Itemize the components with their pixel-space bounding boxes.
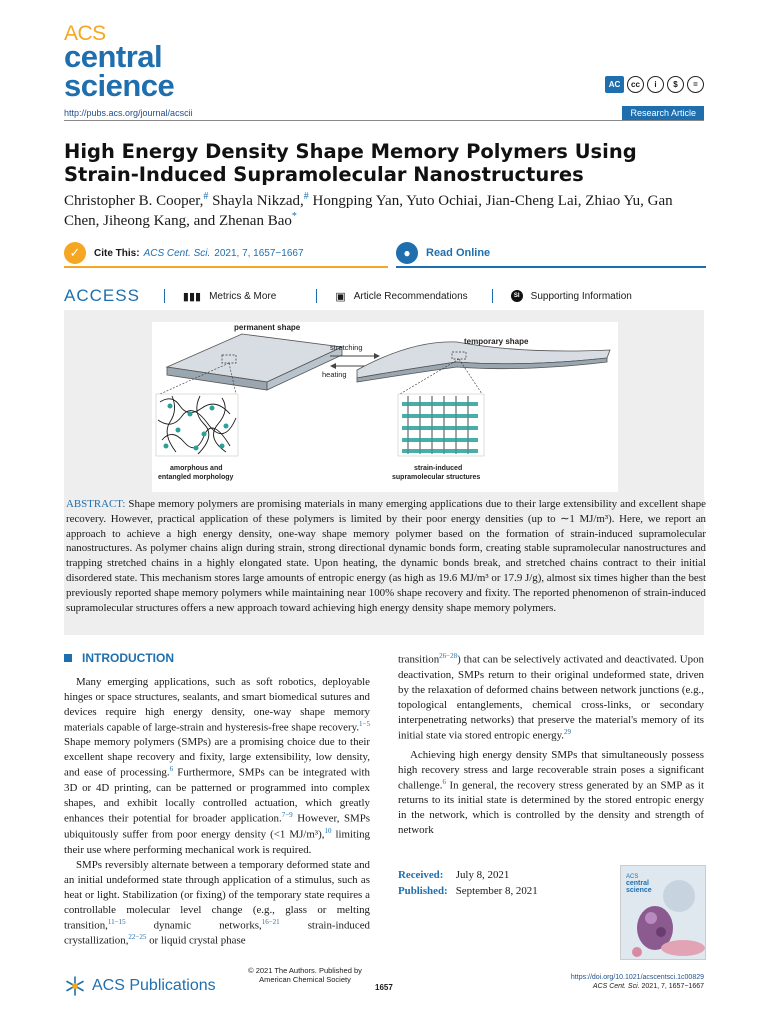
header-rule — [64, 120, 704, 121]
left-column — [64, 650, 370, 949]
text: strain-induced crystallization, — [64, 919, 370, 948]
publisher-name: ACS Publications — [92, 977, 216, 994]
license-icons — [605, 76, 704, 93]
citation[interactable]: 1−5 — [359, 719, 370, 728]
author-list — [64, 191, 708, 231]
section-marker — [64, 654, 72, 662]
text: In general, the recovery stress generated by an SMP as it returns to its initial state is determined by the stored entropic energy in the network, which is controlled by the density and strength of network — [398, 779, 704, 837]
document-icon: ▣ — [335, 290, 346, 303]
nc-icon: $ — [667, 76, 684, 93]
divider — [492, 289, 493, 303]
text: However, SMPs ubiquitously suffer from poor energy density (<1 MJ/m³), — [64, 812, 370, 841]
footer-journal: ACS Cent. Sci. — [592, 983, 640, 991]
right-caption-line1: strain-induced — [414, 465, 463, 472]
equal-contribution-mark[interactable]: # — [203, 191, 209, 202]
publication-dates — [398, 868, 538, 900]
paragraph — [398, 652, 704, 744]
acs-publications-logo[interactable] — [64, 975, 216, 997]
read-online-button[interactable] — [396, 240, 706, 268]
si-icon: SI — [511, 290, 523, 302]
journal-logo — [64, 22, 175, 103]
citation[interactable]: 29 — [564, 727, 572, 736]
cite-this-bar[interactable] — [64, 240, 388, 268]
label-heating: heating — [322, 370, 347, 379]
cc-icon: cc — [627, 76, 644, 93]
published-label: Published: — [398, 884, 448, 897]
paragraph — [398, 748, 704, 839]
citation[interactable]: 6 — [442, 777, 446, 786]
author-2: Shayla Nikzad, — [208, 193, 304, 209]
text: limiting their use where performing mechanical work is required. — [64, 828, 370, 856]
received-row — [398, 868, 538, 884]
footer-reference — [571, 982, 704, 991]
citation[interactable]: 11−15 — [107, 917, 126, 926]
text: Many emerging applications, such as soft robotics, deployable hinges or space structures, sealants, and smart biomedical sutures and devices require high energy density, one-way shape memory materials capable of large-strain and hysteresis-free shape recovery. — [64, 675, 370, 734]
divider — [316, 289, 317, 303]
cite-reference[interactable]: 2021, 7, 1657−1667 — [214, 247, 304, 259]
metrics-link[interactable] — [183, 290, 276, 303]
label-temporary: temporary shape — [464, 337, 529, 346]
citation[interactable]: 6 — [169, 765, 174, 774]
left-caption-line1: amorphous and — [170, 465, 223, 472]
divider — [164, 289, 165, 303]
cover-line3: science — [626, 887, 652, 894]
label-permanent: permanent shape — [234, 323, 301, 332]
footer-citation — [571, 973, 704, 991]
bar-chart-icon: ▮▮▮ — [182, 290, 202, 303]
published-date: September 8, 2021 — [455, 884, 538, 897]
by-icon: i — [647, 76, 664, 93]
received-date: July 8, 2021 — [455, 869, 510, 881]
supporting-label: Supporting Information — [530, 290, 632, 302]
recommendations-label: Article Recommendations — [353, 290, 468, 302]
paragraph — [64, 675, 370, 858]
text: ) that can be selectively activated and deactivated. Upon deactivation, SMPs return to their original undeformed state, driven by the relaxation of deformed chains between network junctions (e.g., topological entanglements, chemical cross-links, or secondary interpenetrating networks) that preserve the material's memory of its initial state via stored entropic energy. — [398, 653, 704, 742]
recommendations-link[interactable] — [335, 290, 467, 303]
right-caption-line2: supramolecular structures — [392, 474, 481, 481]
citation[interactable]: 16−21 — [261, 917, 280, 926]
article-type-badge: Research Article — [622, 106, 704, 120]
copyright — [235, 967, 375, 984]
paragraph — [64, 858, 370, 950]
copyright-line2: American Chemical Society — [259, 974, 351, 984]
section-title: INTRODUCTION — [82, 651, 174, 665]
cite-label: Cite This: — [94, 247, 140, 259]
text: Shape memory polymers (SMPs) are a promising choice due to their excellent shape recovery and fixity, large extensibility, low density, and ease of processing. — [64, 736, 370, 780]
globe-icon: ● — [396, 242, 418, 264]
access-label: ACCESS — [64, 286, 140, 305]
metrics-label: Metrics & More — [209, 290, 277, 302]
citation[interactable]: 7−9 — [281, 811, 293, 820]
text: or liquid crystal phase — [146, 935, 246, 948]
supporting-info-link[interactable] — [511, 290, 632, 302]
logo-line-central: central — [64, 39, 163, 75]
author-1: Christopher B. Cooper, — [64, 193, 204, 209]
article-title: High Energy Density Shape Memory Polymers Using Strain-Induced Supramolecular Nanostructures — [64, 140, 637, 187]
cite-journal[interactable]: ACS Cent. Sci. — [143, 247, 211, 259]
abstract — [64, 497, 708, 616]
text: transition — [398, 653, 440, 666]
text: dynamic networks, — [125, 919, 262, 932]
check-icon: ✓ — [64, 242, 86, 264]
cover-line2: central — [626, 880, 649, 887]
citation[interactable]: 26−28 — [439, 652, 458, 660]
toc-graphic — [152, 322, 618, 492]
received-label: Received: — [398, 869, 444, 881]
page-number: 1657 — [375, 983, 393, 992]
cover-art — [621, 866, 706, 960]
right-column — [398, 652, 704, 838]
access-bar — [64, 284, 704, 308]
cover-line1: ACS — [626, 874, 639, 880]
read-online-label: Read Online — [426, 247, 491, 259]
doi-link[interactable]: https://doi.org/10.1021/acscentsci.1c00829 — [570, 974, 704, 981]
citation[interactable]: 22−25 — [128, 933, 147, 942]
abstract-text: Shape memory polymers are promising materials in many emerging applications due to their large extensibility and excellent shape recovery. However, practical application of these polymers is limited by their poor energy densities (up to ∼1 MJ/m³). Here, we report an approach to achieve a high energy density, one-way shape memory polymer based on the formation of strain-induced supramolecular nanostructures. As polymer chains align during strain, strong directional dynamic bonds form, creating stable supramolecular nanostructures and trapping stretched chains in a highly elongated state. Upon heating, the dynamic bonds break, and stretched chains contract to their initial disordered state. This mechanism stores large amounts of entropic energy (as high as 19.6 MJ/m³ or 17.9 J/g), almost six times higher than the best previously reported shape memory polymers while maintaining near 100% shape recovery and fixity. The reported phenomenon of strain-induced supramolecular structures offers a new approach toward achieving high energy density shape memory polymers. — [66, 498, 706, 614]
footer-volume: 2021, 7, 1657−1667 — [639, 983, 704, 991]
text: SMPs reversibly alternate between a temporary deformed state and an initial undeformed state through application of a stimulus, such as heat or light. Stabilization (or fixing) of the temporary state requires a controllable molecular level change (e.g., glass or melting transition, — [64, 858, 370, 932]
acs-snowflake-icon — [64, 975, 86, 997]
published-row — [398, 884, 538, 900]
toc-graphic-svg — [152, 322, 618, 492]
left-caption-line2: entangled morphology — [158, 474, 234, 481]
text: Achieving high energy density SMPs that simultaneously possess high recovery stress and large recoverable strain poses a significant challenge. — [398, 748, 704, 792]
corresponding-author-mark[interactable]: * — [291, 211, 297, 223]
label-stretching: stretching — [330, 343, 363, 352]
journal-cover-thumbnail[interactable] — [620, 865, 706, 960]
abstract-label: ABSTRACT: — [66, 498, 126, 510]
nd-icon: = — [687, 76, 704, 93]
text: Furthermore, SMPs can be integrated with 3D or 4D printing, can be patterned or programmed into complex shapes, and exhibit locally controlled actuation, which greatly enhances their potential for broader application. — [64, 767, 370, 825]
logo-line-science: science — [64, 67, 175, 103]
journal-url[interactable]: http://pubs.acs.org/journal/acscii — [64, 108, 193, 118]
section-heading — [64, 650, 370, 667]
copyright-line1: © 2021 The Authors. Published by — [248, 966, 362, 975]
open-access-icon: AC — [605, 76, 624, 93]
citation[interactable]: 10 — [324, 826, 332, 835]
logo-line-acs: ACS — [64, 22, 106, 45]
author-rest: Hongping Yan, Yuto Ochiai, Jian-Cheng Lai, Zhiao Yu, Gan Chen, Jiheong Kang, and Zhenan Bao — [64, 193, 673, 230]
equal-contribution-mark[interactable]: # — [303, 191, 309, 202]
